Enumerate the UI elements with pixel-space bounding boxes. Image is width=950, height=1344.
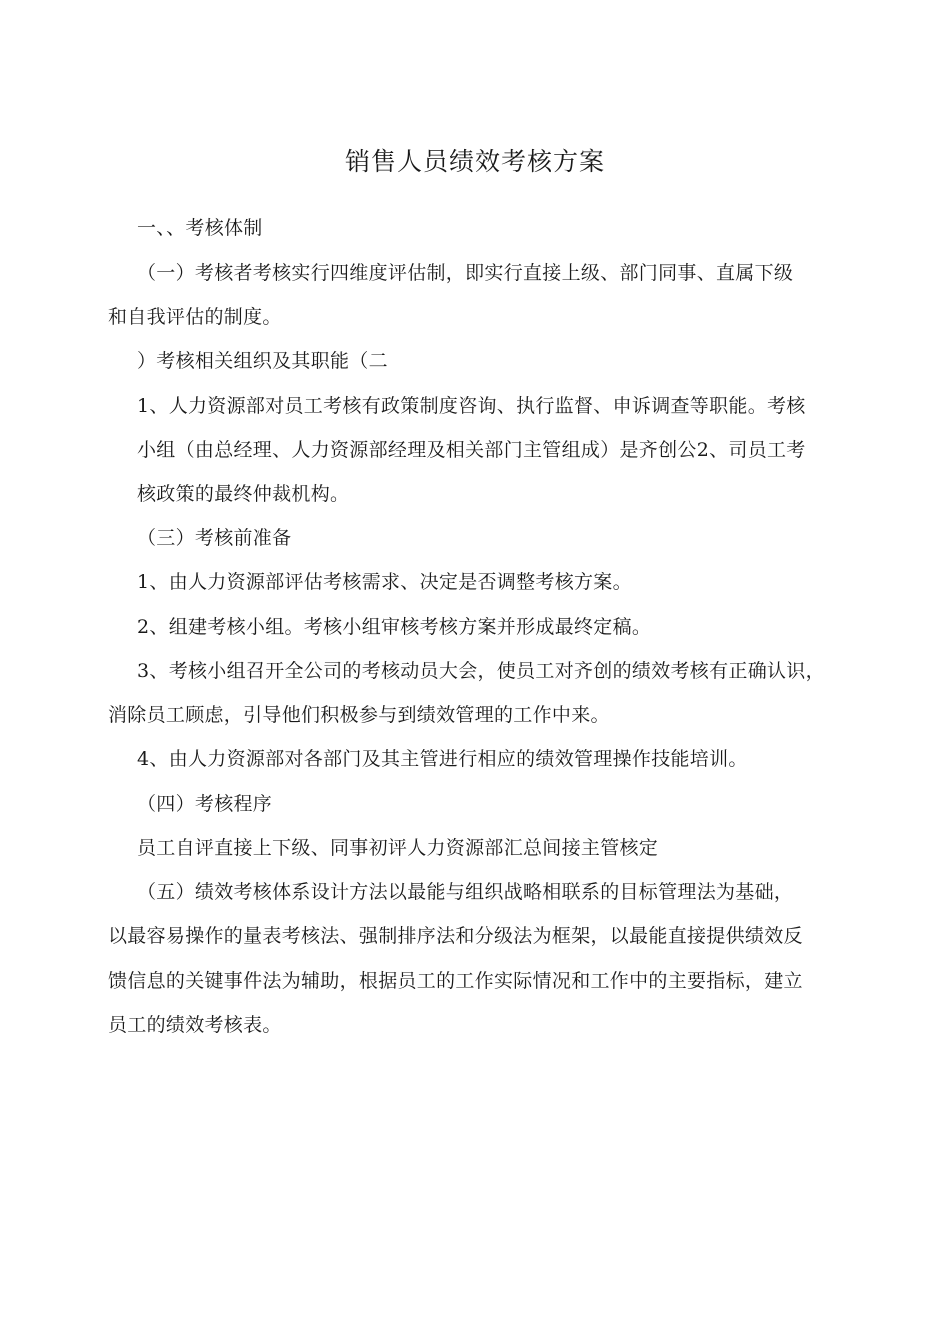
section-5-heading: （五）绩效考核体系设计方法以最能与组织战略相联系的目标管理法为基础， [137,881,794,903]
paragraph-line: 2、组建考核小组。考核小组审核考核方案并形成最终定稿。 [137,616,652,638]
paragraph-line: 员工自评直接上下级、同事初评人力资源部汇总间接主管核定 [137,837,659,859]
paragraph-line: 消除员工顾虑，引导他们积极参与到绩效管理的工作中来。 [108,704,610,726]
section-1-heading: 一、、考核体制 [137,217,263,239]
section-2-heading: ）考核相关组织及其职能（二 [137,350,388,372]
paragraph-line: 1、由人力资源部评估考核需求、决定是否调整考核方案。 [137,571,632,593]
document-title: 销售人员绩效考核方案 [344,147,605,176]
paragraph-line: 以最容易操作的量表考核法、强制排序法和分级法为框架，以最能直接提供绩效反 [108,925,803,947]
paragraph-line: 核政策的最终仲裁机构。 [137,483,350,505]
paragraph-line: 1、人力资源部对员工考核有政策制度咨询、执行监督、申诉调查等职能。考核 [137,395,806,417]
paragraph-line: （一）考核者考核实行四维度评估制，即实行直接上级、部门同事、直属下级 [137,262,794,284]
paragraph-line: 馈信息的关键事件法为辅助，根据员工的工作实际情况和工作中的主要指标，建立 [108,970,803,992]
paragraph-line: 和自我评估的制度。 [108,306,282,328]
paragraph-line: 3、考核小组召开全公司的考核动员大会，使员工对齐创的绩效考核有正确认识， [137,660,825,682]
paragraph-line: 4、由人力资源部对各部门及其主管进行相应的绩效管理操作技能培训。 [137,748,748,770]
paragraph-line: 员工的绩效考核表。 [108,1014,282,1036]
paragraph-line: 小组（由总经理、人力资源部经理及相关部门主管组成）是齐创公2、司员工考 [137,439,806,461]
section-3-heading: （三）考核前准备 [137,527,292,549]
section-4-heading: （四）考核程序 [137,793,273,815]
